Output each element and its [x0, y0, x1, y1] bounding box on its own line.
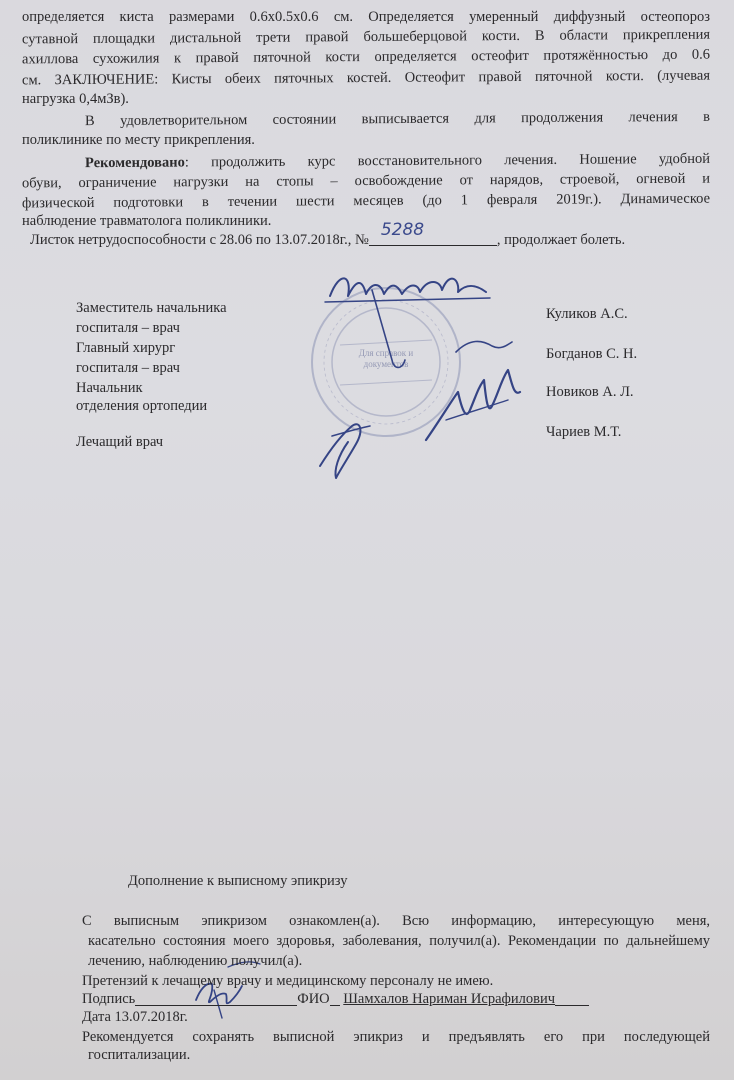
text-line: физической подготовки в течении шести месяцев (до 1 февраля 2019г.). Динамическое: [21, 190, 711, 212]
sick-leave-prefix: Листок нетрудоспособности с 28.06 по 13.07.2018г., №: [30, 232, 369, 248]
signature-line: [82, 990, 734, 1008]
signatory-label: госпиталя – врач: [76, 360, 180, 376]
text-line: сутавной площадки дистальной трети правой большеберцовой кости. В области прикрепления: [21, 26, 711, 48]
text-line: наблюдение травматолога поликлиники.: [22, 213, 272, 229]
signatory-name: Новиков А. Л.: [546, 384, 634, 400]
fio-tail: [555, 991, 589, 1006]
text-line: обуви, ограничение нагрузки на стопы – освобождение от нарядов, строевой, огневой и: [21, 170, 711, 192]
fio-label: ФИО: [297, 991, 330, 1007]
sick-leave-suffix: , продолжает болеть.: [496, 232, 626, 248]
recommended-label: Рекомендовано: [84, 154, 185, 172]
attending-doctor-label: Лечащий врач: [76, 434, 164, 450]
fio-value: Шамхалов Нариман Исрафилович: [343, 991, 556, 1007]
date-line: Дата 13.07.2018г.: [82, 1009, 188, 1025]
signature-label: Подпись: [82, 991, 136, 1007]
stamp-text: Для справок и документов: [358, 348, 414, 369]
text-line: касательно состояния моего здоровья, заболевания, получил(а). Рекомендации по дальнейшему: [88, 933, 710, 949]
text-line: госпитализации.: [88, 1047, 191, 1063]
signatory-label: Заместитель начальника: [76, 300, 227, 316]
text-line: определяется киста размерами 0.6х0.5х0.6 см. Определяется умеренный диффузный остеопороз: [22, 9, 710, 25]
signatory-label: Главный хирург: [76, 340, 176, 356]
text-line: Рекомендуется сохранять выписной эпикриз и предъявлять его при последующей: [82, 1029, 710, 1045]
signatory-label: отделения ортопедии: [76, 398, 208, 414]
signatory-name: Чариев М.Т.: [546, 424, 622, 440]
signatory-name: Куликов А.С.: [546, 306, 628, 322]
text-line: нагрузка 0,4мЗв).: [22, 91, 129, 107]
text-line: ахиллова сухожилия к правой пяточной кости определяется остеофит протяжённостью до 0.6: [21, 46, 711, 68]
text-line: см. ЗАКЛЮЧЕНИЕ: Кисты обеих пяточных костей. Остеофит правой пяточной кости. (лучевая: [21, 67, 711, 89]
signature-blank: [135, 991, 297, 1006]
addendum-title: Дополнение к выписному эпикризу: [128, 873, 348, 889]
signatory-label: госпиталя – врач: [76, 320, 180, 336]
signatory-name: Богданов С. Н.: [546, 346, 638, 362]
no-claims-line: Претензий к лечащему врачу и медицинскому персоналу не имею.: [82, 973, 494, 989]
text-line: В удовлетворительном состоянии выписывается для продолжения лечения в: [84, 108, 711, 130]
text-line: С выписным эпикризом ознакомлен(а). Всю информацию, интересующую меня,: [82, 913, 710, 929]
signatory-label: Начальник: [76, 380, 143, 396]
sick-leave-number: 5288: [380, 220, 425, 240]
text-line: лечению, наблюдению получил(а).: [88, 953, 303, 969]
fio-gap: [330, 991, 340, 1006]
text-line: поликлинике по месту прикрепления.: [22, 132, 255, 148]
text-line: : продолжить курс восстановительного лечения. Ношение удобной: [184, 150, 711, 171]
